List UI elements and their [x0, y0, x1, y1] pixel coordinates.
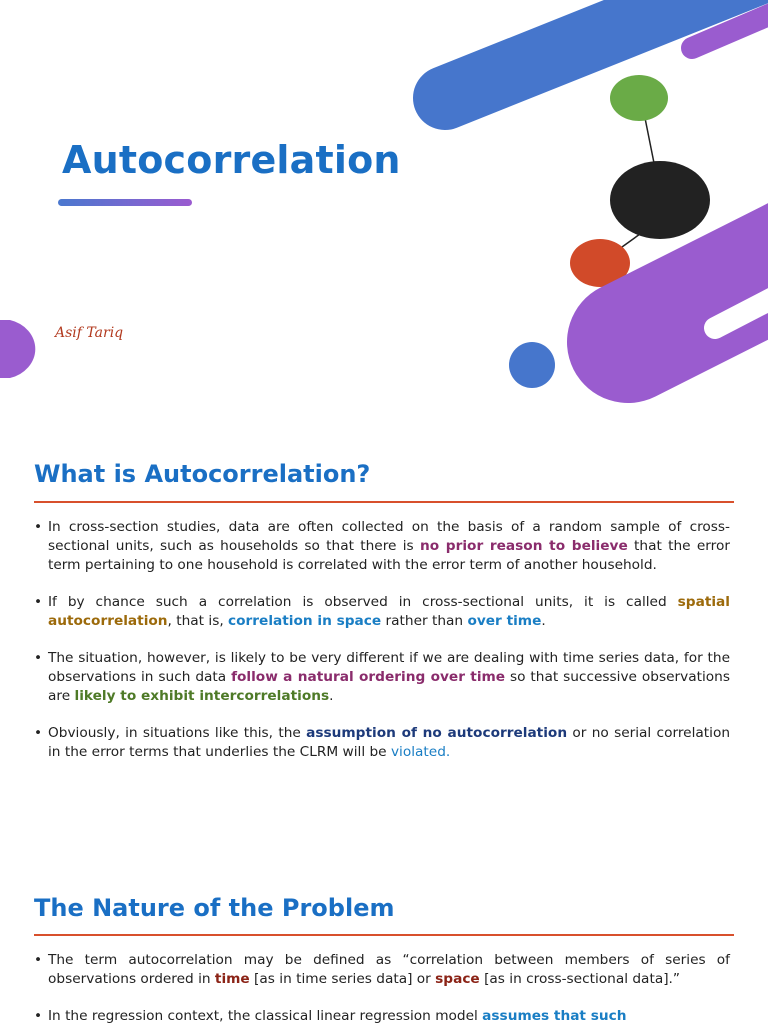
- author-signature: Asif Tariq: [55, 325, 124, 341]
- highlight-text: no prior reason to believe: [419, 538, 628, 554]
- list-item: • In the regression context, the classical linear regression model assumes that such: [34, 1008, 627, 1024]
- decorative-shapes: [0, 0, 768, 420]
- heading-rule: [34, 934, 734, 936]
- list-item: • If by chance such a correlation is observed in cross-sectional units, it is called spatial autocorrelation, that is, correlation in space rather than over time.: [34, 594, 730, 629]
- list-item: • Obviously, in situations like this, the assumption of no autocorrelation or no serial correlation in the error terms that underlies the CLRM will be violated.: [34, 725, 730, 760]
- bullet-dot: •: [34, 1008, 43, 1024]
- section-heading: What is Autocorrelation?: [34, 460, 371, 488]
- nature-of-problem-slide: [0, 880, 768, 1024]
- bullet-list: [34, 951, 730, 1024]
- blue-dot-shape: [509, 342, 555, 388]
- section-heading: The Nature of the Problem: [34, 894, 395, 922]
- black-circle-shape: [610, 161, 710, 239]
- heading-rule: [34, 501, 734, 503]
- bullet-dot: •: [34, 594, 43, 610]
- highlight-text: correlation in space: [228, 613, 382, 629]
- highlight-text: follow a natural ordering over time: [231, 669, 506, 685]
- connector-line: [645, 118, 654, 163]
- highlight-text: space: [435, 971, 480, 987]
- title-slide: [0, 0, 768, 420]
- highlight-text: spatial autocorrelation: [48, 594, 730, 629]
- highlight-text: violated.: [390, 744, 451, 760]
- highlight-text: time: [214, 971, 250, 987]
- what-is-autocorrelation-slide: [0, 440, 768, 820]
- highlight-text: assumes that such: [482, 1008, 627, 1024]
- highlight-text: over time: [467, 613, 542, 629]
- connector-line: [622, 234, 640, 247]
- bullet-dot: •: [34, 650, 43, 666]
- highlight-text: assumption of no autocorrelation: [306, 725, 568, 741]
- highlight-text: likely to exhibit intercorrelations: [74, 688, 330, 704]
- bullet-list: [34, 518, 730, 780]
- list-item: • The situation, however, is likely to be very different if we are dealing with time series data, for the observations in such data follow a natural ordering over time so that successive observations are likely to exhibit intercorrelations.: [34, 650, 730, 704]
- list-item: • In cross-section studies, data are often collected on the basis of a random sample of cross-sectional units, such as households so that there is no prior reason to believe that the error term pertaining to one household is correlated with the error term of another household.: [34, 519, 730, 573]
- purple-half-circle-shape: [0, 320, 35, 378]
- list-item: • The term autocorrelation may be defined as “correlation between members of series of observations ordered in time [as in time series data] or space [as in cross-sectional data].”: [34, 952, 730, 987]
- bullet-dot: •: [34, 519, 43, 535]
- title-underline: [58, 199, 192, 206]
- bullet-dot: •: [34, 952, 43, 968]
- bullet-dot: •: [34, 725, 43, 741]
- green-dot-shape: [610, 75, 668, 121]
- slide-title: Autocorrelation: [62, 138, 401, 182]
